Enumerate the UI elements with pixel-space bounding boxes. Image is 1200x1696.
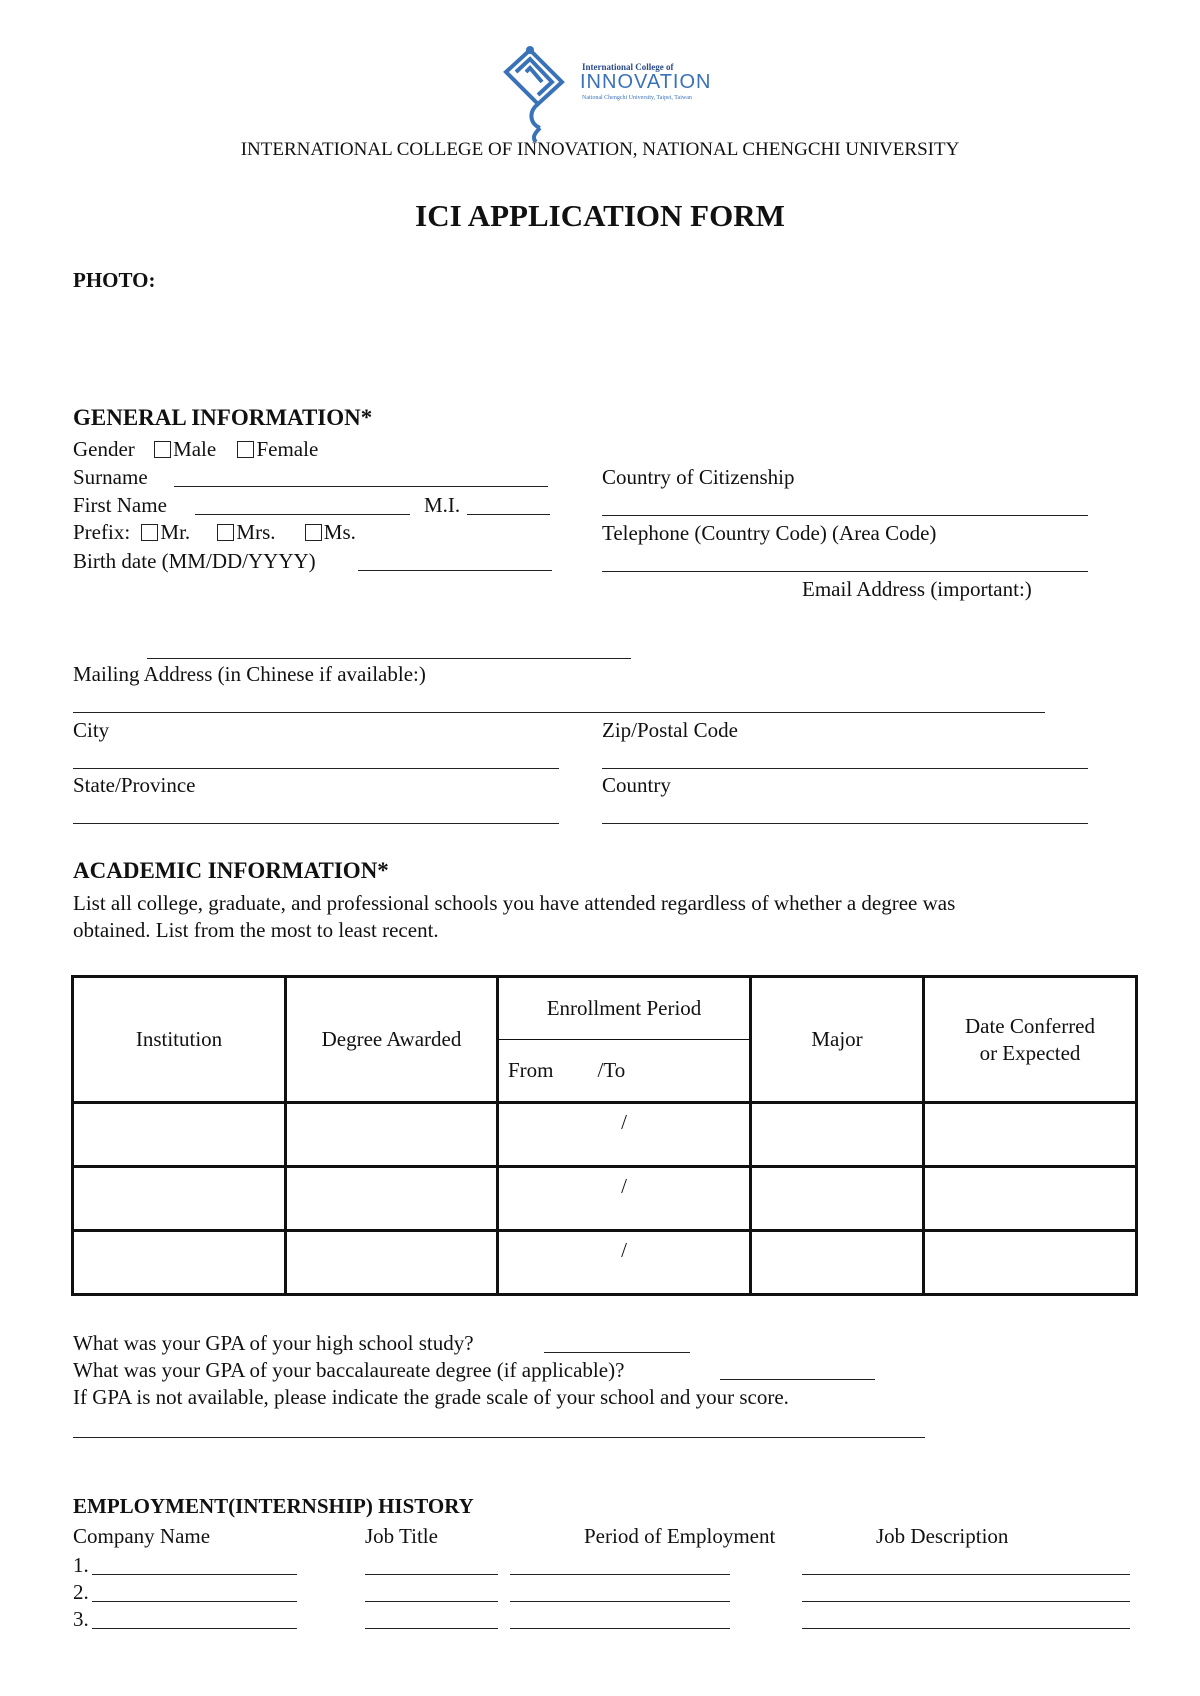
mrs-label: Mrs. xyxy=(236,520,276,544)
mr-checkbox[interactable] xyxy=(141,524,158,541)
cell-degree[interactable] xyxy=(286,1231,498,1295)
mailing-field[interactable] xyxy=(73,712,1045,713)
first-name-field[interactable] xyxy=(195,514,410,515)
mr-label: Mr. xyxy=(160,520,191,544)
table-row xyxy=(73,1103,1137,1167)
period-separator: / xyxy=(621,1238,627,1262)
prefix-label: Prefix: xyxy=(73,520,131,544)
description-field[interactable] xyxy=(802,1601,1130,1602)
cell-date[interactable] xyxy=(924,1103,1137,1167)
description-field[interactable] xyxy=(802,1628,1130,1629)
state-label: State/Province xyxy=(73,773,196,797)
college-logo xyxy=(500,42,710,142)
gender-label: Gender xyxy=(73,437,135,461)
col-job-title: Job Title xyxy=(365,1524,438,1548)
city-label: City xyxy=(73,718,110,742)
cell-institution[interactable] xyxy=(73,1103,286,1167)
cell-period[interactable] xyxy=(498,1167,751,1231)
company-field[interactable] xyxy=(92,1574,297,1575)
cell-major[interactable] xyxy=(751,1103,924,1167)
cell-institution[interactable] xyxy=(73,1167,286,1231)
mailing-label: Mailing Address (in Chinese if available:) xyxy=(73,662,426,686)
col-from-to xyxy=(498,1040,751,1103)
logo-line1: International College of xyxy=(582,62,674,72)
col-enrollment: Enrollment Period xyxy=(498,977,751,1040)
academic-intro-line2: obtained. List from the most to least recent. xyxy=(73,918,439,942)
academic-table xyxy=(71,975,1138,1296)
academic-intro-line1: List all college, graduate, and professional schools you have attended regardless of whether a degree was xyxy=(73,891,956,915)
telephone-field[interactable] xyxy=(602,571,1088,572)
logo-emblem-icon xyxy=(500,42,580,142)
description-field[interactable] xyxy=(802,1574,1130,1575)
citizenship-label: Country of Citizenship xyxy=(602,465,795,489)
surname-label: Surname xyxy=(73,465,148,489)
table-row xyxy=(73,1167,1137,1231)
ms-label: Ms. xyxy=(323,520,356,544)
col-to: /To xyxy=(597,1058,626,1082)
period-field[interactable] xyxy=(510,1574,730,1575)
cell-major[interactable] xyxy=(751,1167,924,1231)
period-separator: / xyxy=(621,1174,627,1198)
col-from: From xyxy=(508,1058,554,1082)
col-degree: Degree Awarded xyxy=(286,977,498,1103)
col-period: Period of Employment xyxy=(584,1524,776,1548)
table-row xyxy=(73,1231,1137,1295)
job-title-field[interactable] xyxy=(365,1574,498,1575)
job-title-field[interactable] xyxy=(365,1628,498,1629)
gpa-bacc-label: What was your GPA of your baccalaureate degree (if applicable)? xyxy=(73,1358,625,1382)
surname-field[interactable] xyxy=(174,486,548,487)
academic-heading: ACADEMIC INFORMATION* xyxy=(73,858,389,883)
col-date-line1: Date Conferred xyxy=(964,1013,1096,1038)
photo-label: PHOTO: xyxy=(73,268,156,292)
period-field[interactable] xyxy=(510,1601,730,1602)
email-label: Email Address (important:) xyxy=(802,577,1032,601)
col-date-line2: or Expected xyxy=(979,1040,1081,1065)
col-date xyxy=(924,977,1137,1103)
company-field[interactable] xyxy=(92,1601,297,1602)
logo-line2: INNOVATION xyxy=(580,71,712,93)
city-field[interactable] xyxy=(73,768,559,769)
cell-period[interactable] xyxy=(498,1103,751,1167)
cell-major[interactable] xyxy=(751,1231,924,1295)
period-field[interactable] xyxy=(510,1628,730,1629)
col-major: Major xyxy=(751,977,924,1103)
cell-date[interactable] xyxy=(924,1231,1137,1295)
job-title-field[interactable] xyxy=(365,1601,498,1602)
gpa-high-school-label: What was your GPA of your high school study? xyxy=(73,1331,474,1355)
cell-degree[interactable] xyxy=(286,1103,498,1167)
citizenship-field[interactable] xyxy=(602,515,1088,516)
female-label: Female xyxy=(256,437,319,461)
email-field[interactable] xyxy=(147,658,631,659)
gpa-high-school-field[interactable] xyxy=(544,1352,690,1353)
cell-date[interactable] xyxy=(924,1167,1137,1231)
male-checkbox[interactable] xyxy=(154,441,171,458)
employment-row-1-number: 1. xyxy=(73,1553,89,1577)
state-field[interactable] xyxy=(73,823,559,824)
institution-name: INTERNATIONAL COLLEGE OF INNOVATION, NATIONAL CHENGCHI UNIVERSITY xyxy=(240,139,960,160)
gpa-scale-field[interactable] xyxy=(73,1437,925,1438)
zip-label: Zip/Postal Code xyxy=(602,718,738,742)
country-label: Country xyxy=(602,773,671,797)
country-field[interactable] xyxy=(602,823,1088,824)
telephone-label: Telephone (Country Code) (Area Code) xyxy=(602,521,937,545)
birth-date-label: Birth date (MM/DD/YYYY) xyxy=(73,549,316,573)
mi-field[interactable] xyxy=(467,514,550,515)
period-separator: / xyxy=(621,1110,627,1134)
logo-line3: National Chengchi University, Taipei, Taiwan xyxy=(582,95,692,101)
male-label: Male xyxy=(173,437,217,461)
birth-date-field[interactable] xyxy=(358,570,552,571)
gpa-bacc-field[interactable] xyxy=(720,1379,875,1380)
prefix-row xyxy=(73,519,356,545)
mi-label: M.I. xyxy=(424,493,461,517)
form-title: ICI APPLICATION FORM xyxy=(415,198,785,233)
company-field[interactable] xyxy=(92,1628,297,1629)
employment-row-3-number: 3. xyxy=(73,1607,89,1631)
cell-institution[interactable] xyxy=(73,1231,286,1295)
gpa-scale-note: If GPA is not available, please indicate the grade scale of your school and your score. xyxy=(73,1385,789,1409)
col-description: Job Description xyxy=(876,1524,1009,1548)
ms-checkbox[interactable] xyxy=(305,524,322,541)
general-heading: GENERAL INFORMATION* xyxy=(73,405,373,430)
col-institution: Institution xyxy=(73,977,286,1103)
employment-row-2-number: 2. xyxy=(73,1580,89,1604)
col-company: Company Name xyxy=(73,1524,211,1548)
cell-degree[interactable] xyxy=(286,1167,498,1231)
employment-heading: EMPLOYMENT(INTERNSHIP) HISTORY xyxy=(73,1494,474,1518)
first-name-label: First Name xyxy=(73,493,167,517)
gender-row xyxy=(73,436,318,462)
mrs-checkbox[interactable] xyxy=(217,524,234,541)
cell-period[interactable] xyxy=(498,1231,751,1295)
female-checkbox[interactable] xyxy=(237,441,254,458)
zip-field[interactable] xyxy=(602,768,1088,769)
